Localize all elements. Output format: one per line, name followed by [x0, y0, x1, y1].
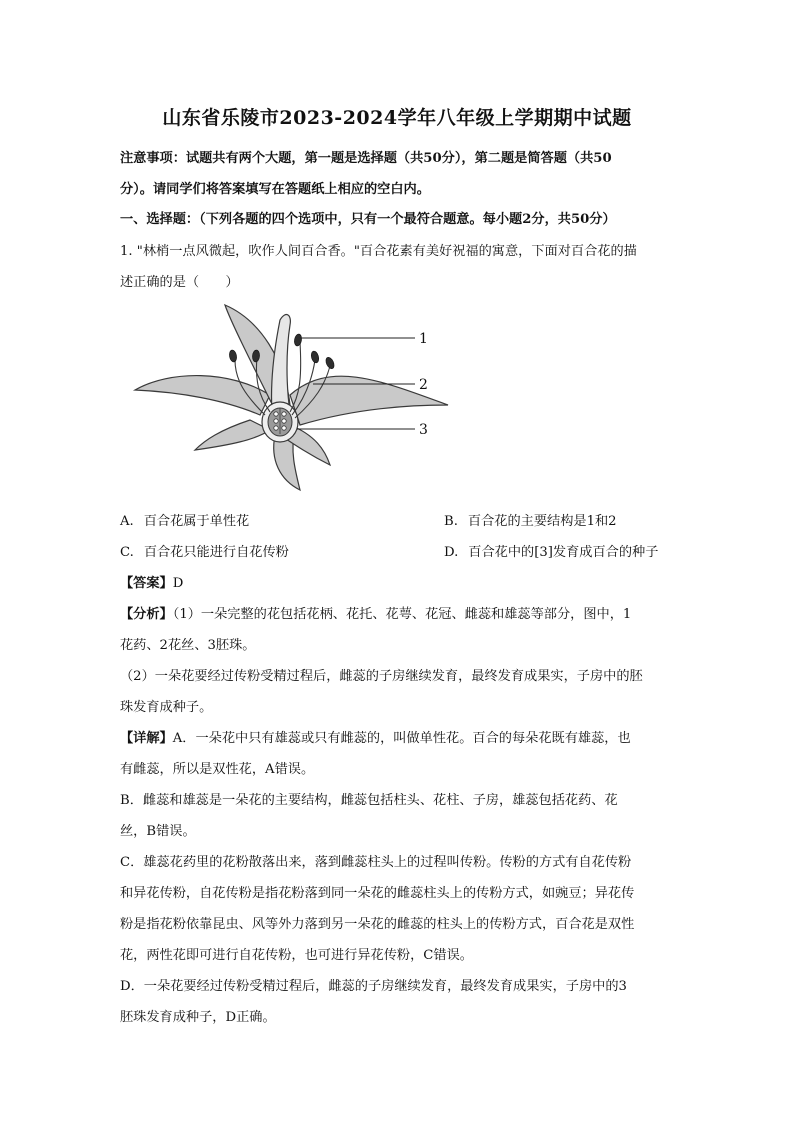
- detail-line-b1: B．雌蕊和雄蕊是一朵花的主要结构，雌蕊包括柱头、花柱、子房，雄蕊包括花药、花: [120, 793, 618, 808]
- figure-label-2: 2: [419, 377, 428, 393]
- detail-line-b2: 丝，B错误。: [120, 824, 196, 839]
- detail-line-a2: 有雌蕊，所以是双性花，A错误。: [120, 762, 315, 777]
- detail-line-a1: [120, 727, 680, 746]
- question-stem-line-1: 1. "林梢一点风微起，吹作人间百合香。"百合花素有美好祝福的寓意，下面对百合花的描: [120, 244, 637, 259]
- detail-line-d1: D．一朵花要经过传粉受精过程后，雌蕊的子房继续发育，最终发育成果实，子房中的3: [120, 979, 627, 994]
- question-stem-line-2: 述正确的是（ ）: [120, 275, 239, 290]
- detail-text-a1: A．一朵花中只有雄蕊或只有雌蕊的，叫做单性花。百合的每朵花既有雄蕊，也: [172, 731, 631, 746]
- detail-label: 【详解】: [120, 731, 173, 746]
- analysis-line-2: 花药、2花丝、3胚珠。: [120, 638, 256, 653]
- answer-value: D: [172, 576, 184, 591]
- analysis-line-4: 珠发育成种子。: [120, 700, 213, 715]
- option-a-letter: A.: [120, 514, 134, 529]
- page-title: 山东省乐陵市2023-2024学年八年级上学期期中试题: [162, 107, 632, 129]
- figure-label-1: 1: [419, 331, 428, 347]
- analysis-line-1: [120, 603, 680, 622]
- notice-line-2: 分）。请同学们将答案填写在答题纸上相应的空白内。: [120, 182, 430, 197]
- option-b-letter: B.: [444, 514, 458, 529]
- analysis-text-1: （1）一朵完整的花包括花柄、花托、花萼、花冠、雌蕊和雄蕊等部分，图中，1: [172, 607, 632, 622]
- analysis-label: 【分析】: [120, 607, 173, 622]
- option-b-text: 百合花的主要结构是1和2: [467, 514, 617, 529]
- option-c-letter: C.: [120, 545, 134, 560]
- lily-flower-diagram: [130, 300, 450, 495]
- figure-label-3: 3: [419, 422, 428, 438]
- bottom-left-petal: [195, 420, 270, 450]
- option-d-letter: D.: [444, 545, 459, 560]
- detail-line-d2: 胚珠发育成种子，D正确。: [120, 1010, 276, 1025]
- detail-line-c4: 花，两性花即可进行自花传粉，也可进行异花传粉，C错误。: [120, 948, 473, 963]
- option-d-text: 百合花中的[3]发育成百合的种子: [468, 545, 659, 560]
- option-c-text: 百合花只能进行自花传粉: [143, 545, 289, 560]
- detail-line-c3: 粉是指花粉依靠昆虫、风等外力落到另一朵花的雌蕊的柱头上的传粉方式，百合花是双性: [120, 917, 635, 932]
- option-c[interactable]: [120, 541, 289, 560]
- analysis-line-3: （2）一朵花要经过传粉受精过程后，雌蕊的子房继续发育，最终发育成果实，子房中的胚: [120, 669, 643, 684]
- option-b[interactable]: [444, 510, 617, 529]
- answer-label: 【答案】: [120, 576, 173, 591]
- option-d[interactable]: [444, 541, 658, 560]
- notice-line-1: 注意事项：试题共有两个大题，第一题是选择题（共50分），第二题是简答题（共50: [120, 151, 612, 166]
- pistil-style: [272, 315, 291, 412]
- left-petal: [135, 376, 270, 415]
- option-a-text: 百合花属于单性花: [143, 514, 250, 529]
- detail-line-c2: 和异花传粉，自花传粉是指花粉落到同一朵花的雌蕊柱头上的传粉方式，如豌豆；异花传: [120, 886, 635, 901]
- detail-line-c1: C．雄蕊花药里的花粉散落出来，落到雌蕊柱头上的过程叫传粉。传粉的方式有自花传粉: [120, 855, 632, 870]
- option-a[interactable]: [120, 510, 249, 529]
- section-heading: 一、选择题：（下列各题的四个选项中，只有一个最符合题意。每小题2分，共50分）: [120, 212, 616, 227]
- answer-line: [120, 572, 680, 591]
